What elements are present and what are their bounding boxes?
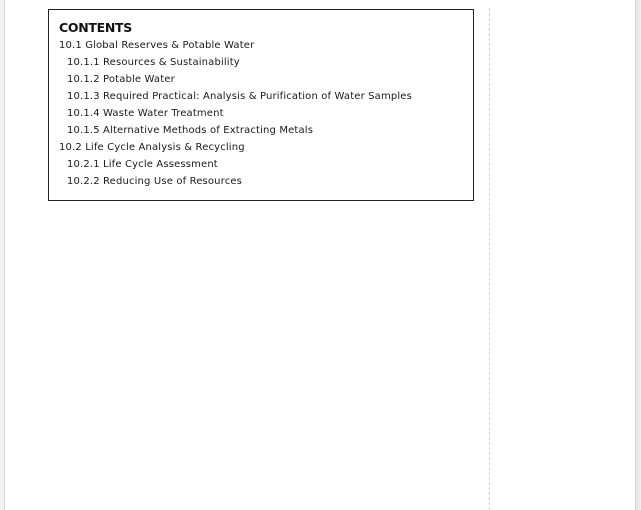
toc-title: CONTENTS: [59, 20, 132, 35]
toc-link-10-2-2[interactable]: 10.2.2 Reducing Use of Resources: [67, 176, 243, 187]
page-margin-guide: [489, 8, 490, 510]
page-edge-shadow: [636, 0, 641, 510]
toc-link-10-1-5[interactable]: 10.1.5 Alternative Methods of Extracting Metals: [67, 125, 314, 136]
document-page: [4, 0, 636, 510]
table-of-contents: [48, 9, 474, 201]
toc-link-10-1-2[interactable]: 10.1.2 Potable Water: [67, 74, 175, 85]
toc-list: [59, 37, 463, 190]
toc-link-10-1-3[interactable]: 10.1.3 Required Practical: Analysis & Purification of Water Samples: [67, 91, 412, 102]
toc-link-10-1-1[interactable]: 10.1.1 Resources & Sustainability: [67, 57, 240, 68]
toc-link-10-1-4[interactable]: 10.1.4 Waste Water Treatment: [67, 108, 224, 119]
toc-link-10-2[interactable]: 10.2 Life Cycle Analysis & Recycling: [59, 142, 245, 153]
toc-link-10-1[interactable]: 10.1 Global Reserves & Potable Water: [59, 40, 255, 51]
toc-link-10-2-1[interactable]: 10.2.1 Life Cycle Assessment: [67, 159, 218, 170]
